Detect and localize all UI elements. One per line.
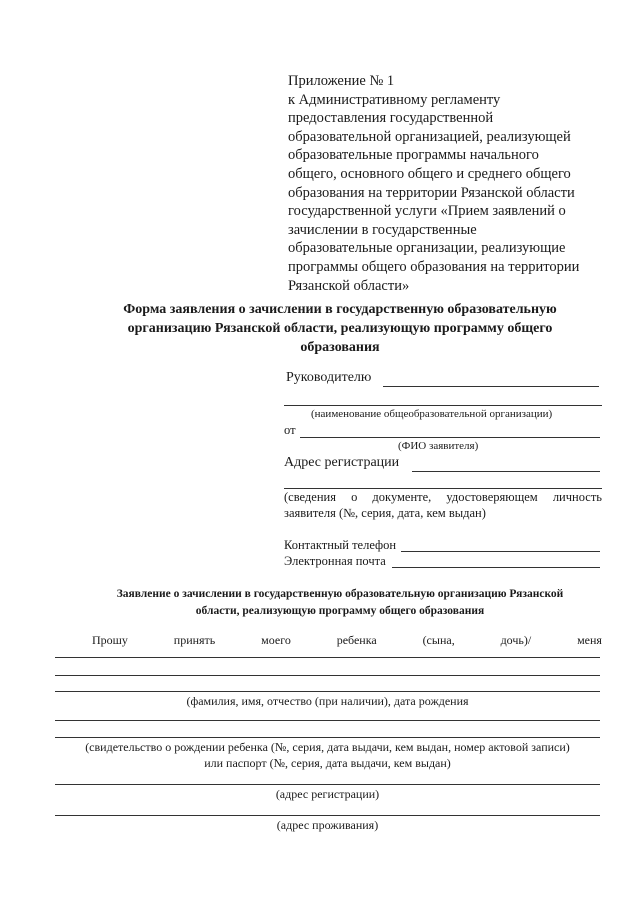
appendix-line: образовательной организацией, реализующей [288,128,571,145]
appendix-line: образовательные программы начального [288,147,539,164]
request-row [92,633,602,648]
child-name-field-2[interactable] [55,675,600,676]
address-field[interactable] [412,471,600,472]
appendix-block [288,72,618,295]
email-label: Электронная почта [284,554,386,568]
appendix-line: Приложение № 1 [288,73,395,89]
residence-caption: (адрес проживания) [276,818,379,832]
request-word: меня [577,633,602,647]
child-name-field-3[interactable] [55,691,600,692]
phone-label: Контактный телефон [284,538,397,552]
address-label: Адрес регистрации [284,455,400,470]
doc-caption-line1: (сведения о документе, удостоверяющем личность [284,490,602,504]
org-caption: (наименование общеобразовательной организации) [311,408,553,420]
appendix-line: к Административному регламенту [288,91,501,108]
head-label: Руководителю [286,370,372,385]
org-name-field[interactable] [284,405,602,406]
appendix-line: программы общего образования на территории [288,258,580,275]
child-name-field-1[interactable] [55,657,600,658]
request-word: моего [261,633,291,647]
request-word: (сына, [422,633,455,647]
name-caption: (фамилия, имя, отчество (при наличии), дата рождения [186,694,469,708]
certificate-caption-line1: (свидетельство о рождении ребенка (№, серия, дата выдачи, кем выдан, номер актовой записи) [85,740,570,754]
appendix-line: зачислении в государственные [288,221,477,238]
certificate-field-1[interactable] [55,720,600,721]
email-field[interactable] [392,567,600,568]
phone-field[interactable] [401,551,600,552]
appendix-line: предоставления государственной [288,110,494,127]
appendix-line: образовательные организации, реализующие [288,240,566,257]
statement-title-line: Заявление о зачислении в государственную образовательную организацию Рязанской [116,588,564,600]
request-word: ребенка [336,633,377,647]
certificate-caption-line2: или паспорт (№, серия, дата выдачи, кем выдан) [204,756,451,770]
certificate-field-2[interactable] [55,737,600,738]
form-title-line: Форма заявления о зачислении в государственную образовательную [123,302,557,317]
statement-title [60,586,620,620]
request-word: дочь)/ [500,633,532,647]
request-word: Прошу [92,633,128,647]
appendix-line: Рязанской области» [288,277,410,294]
appendix-line: государственной услуги «Прием заявлений о [288,203,566,220]
address-field-line2[interactable] [284,488,602,489]
form-title-line: образования [300,340,380,355]
residence-address-field[interactable] [55,815,600,816]
statement-title-line: области, реализующую программу общего образования [195,605,485,617]
form-title-line: организацию Рязанской области, реализующую программу общего [127,321,553,336]
registration-caption: (адрес регистрации) [275,787,380,801]
appendix-line: образования на территории Рязанской области [288,184,575,201]
fio-caption: (ФИО заявителя) [398,440,479,452]
request-word: принять [173,633,216,647]
doc-caption-line2: заявителя (№, серия, дата, кем выдан) [284,506,486,520]
from-label: от [284,423,296,437]
fio-field[interactable] [300,437,600,438]
form-title [60,300,620,357]
head-field[interactable] [383,386,599,387]
registration-address-field[interactable] [55,784,600,785]
appendix-line: общего, основного общего и среднего общего [288,165,571,182]
